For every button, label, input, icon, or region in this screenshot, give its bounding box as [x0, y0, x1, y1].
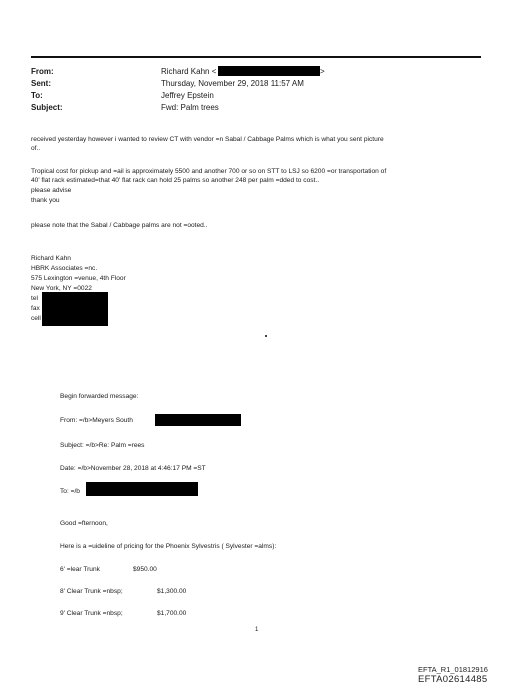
from-value: Richard Kahn < [161, 67, 217, 76]
sig-fax: fax [31, 305, 40, 312]
para2-line4: thank you [31, 197, 60, 204]
price-label: 6' =lear Trunk [60, 566, 100, 573]
forward-from: From: =/b>Meyers South [60, 417, 133, 424]
price-label: 9' Clear Trunk =nbsp; [60, 610, 123, 617]
from-close: > [320, 67, 325, 76]
para2-line1: Tropical cost for pickup and =ail is approximately 5500 and another 700 or so on STT to LSJ so 6200 =or transportation of [31, 168, 387, 175]
redaction-box [86, 482, 198, 496]
to-label: To: [31, 91, 43, 100]
forward-to: To: =/b [60, 488, 80, 495]
greeting: Good =fternoon, [60, 520, 108, 527]
price-value: $1,700.00 [157, 610, 187, 617]
sig-address2: New York, NY =0022 [31, 285, 92, 292]
para3: please note that the Sabal / Cabbage palms are not =ooted.. [31, 222, 208, 229]
sig-cell: cell [31, 315, 41, 322]
para2-line2: 40' flat rack estimated=that 40' flat rack can hold 25 palms so another 248 per palm =dded to cost.. [31, 177, 320, 184]
sig-name: Richard Kahn [31, 255, 71, 262]
subject-value: Fwd: Palm trees [161, 103, 219, 112]
forward-subject: Subject: =/b>Re: Palm =rees [60, 442, 145, 449]
sig-company: HBRK Associates =nc. [31, 265, 98, 272]
from-label: From: [31, 67, 54, 76]
sig-address1: 575 Lexington =venue, 4th Floor [31, 275, 126, 282]
para2-line3: please advise [31, 187, 72, 194]
stray-mark [265, 335, 267, 337]
forward-intro: Begin forwarded message: [60, 393, 139, 400]
pricing-guideline: Here is a =uideline of pricing for the Phoenix Sylvestris ( Sylvester =alms): [60, 543, 277, 550]
bates-number-secondary: EFTA02614485 [418, 674, 488, 685]
price-value: $950.00 [133, 566, 157, 573]
para1-line2: of.. [31, 145, 41, 152]
sent-label: Sent: [31, 79, 51, 88]
forward-date: Date: =/b>November 28, 2018 at 4:46:17 PM =ST [60, 465, 206, 472]
sent-value: Thursday, November 29, 2018 11:57 AM [161, 79, 304, 88]
price-value: $1,300.00 [157, 588, 187, 595]
header-rule [31, 56, 481, 58]
to-value: Jeffrey Epstein [161, 91, 214, 100]
page-number: 1 [255, 627, 259, 633]
subject-label: Subject: [31, 103, 63, 112]
redaction-box [155, 414, 241, 426]
para1-line1: received yesterday however i wanted to review CT with vendor =n Sabal / Cabbage Palms which is what you sent picture [31, 136, 384, 143]
redaction-box [218, 66, 320, 76]
sig-tel: tel [31, 295, 38, 302]
price-label: 8' Clear Trunk =nbsp; [60, 588, 123, 595]
redaction-box [42, 292, 108, 326]
bates-number-primary: EFTA_R1_01812916 [418, 665, 488, 674]
